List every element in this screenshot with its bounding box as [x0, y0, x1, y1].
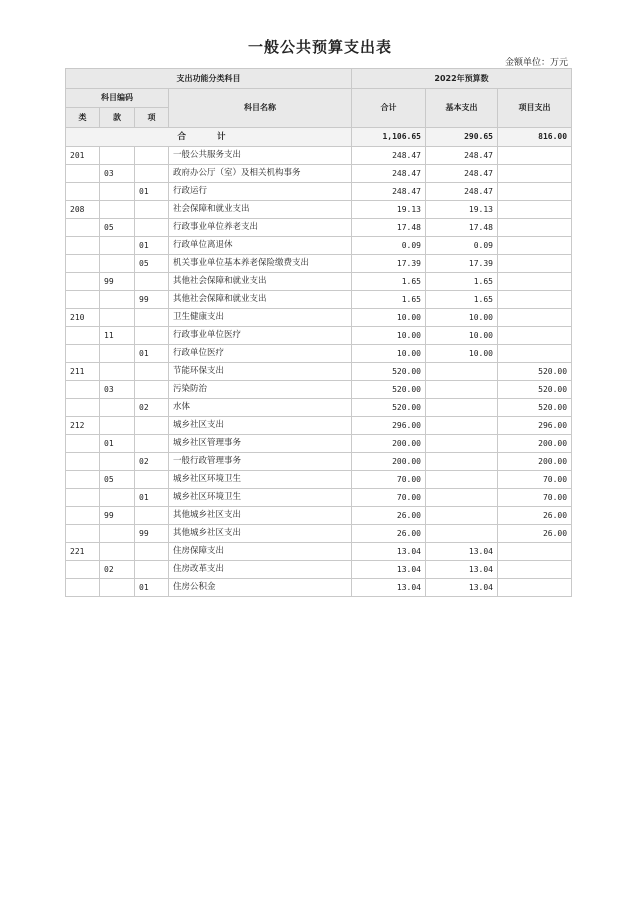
cell-xiang: 05	[135, 255, 169, 273]
cell-kuan	[100, 237, 135, 255]
cell-basic	[426, 489, 498, 507]
table-row	[66, 417, 572, 435]
cell-subject-name: 行政事业单位养老支出	[169, 219, 352, 237]
cell-xiang	[135, 471, 169, 489]
cell-kuan: 01	[100, 435, 135, 453]
cell-total: 1.65	[352, 273, 426, 291]
cell-project: 70.00	[498, 471, 572, 489]
cell-basic: 10.00	[426, 309, 498, 327]
cell-subject-name: 行政运行	[169, 183, 352, 201]
cell-subject-name: 其他城乡社区支出	[169, 507, 352, 525]
cell-project: 26.00	[498, 525, 572, 543]
cell-subject-name: 其他社会保障和就业支出	[169, 291, 352, 309]
cell-basic: 17.48	[426, 219, 498, 237]
cell-total: 10.00	[352, 345, 426, 363]
cell-kuan: 02	[100, 561, 135, 579]
cell-kuan	[100, 291, 135, 309]
cell-lei	[66, 525, 100, 543]
cell-lei: 221	[66, 543, 100, 561]
cell-kuan	[100, 363, 135, 381]
cell-xiang	[135, 543, 169, 561]
cell-project	[498, 237, 572, 255]
table-row	[66, 255, 572, 273]
cell-lei	[66, 507, 100, 525]
cell-total: 10.00	[352, 327, 426, 345]
cell-lei	[66, 165, 100, 183]
cell-basic	[426, 363, 498, 381]
cell-xiang	[135, 381, 169, 399]
cell-lei	[66, 561, 100, 579]
cell-subject-name: 污染防治	[169, 381, 352, 399]
cell-basic	[426, 453, 498, 471]
cell-project: 520.00	[498, 399, 572, 417]
table-row	[66, 381, 572, 399]
cell-subject-name: 住房保障支出	[169, 543, 352, 561]
cell-basic: 0.09	[426, 237, 498, 255]
cell-total: 10.00	[352, 309, 426, 327]
cell-kuan: 11	[100, 327, 135, 345]
cell-subject-name: 城乡社区环境卫生	[169, 471, 352, 489]
cell-project	[498, 201, 572, 219]
cell-project	[498, 183, 572, 201]
cell-total: 19.13	[352, 201, 426, 219]
cell-subject-name: 城乡社区支出	[169, 417, 352, 435]
cell-project	[498, 273, 572, 291]
cell-total: 26.00	[352, 525, 426, 543]
cell-project: 26.00	[498, 507, 572, 525]
cell-kuan	[100, 525, 135, 543]
cell-subject-name: 节能环保支出	[169, 363, 352, 381]
cell-project	[498, 291, 572, 309]
cell-lei	[66, 273, 100, 291]
cell-basic: 13.04	[426, 561, 498, 579]
table-row	[66, 363, 572, 381]
header-budget-year: 2022年预算数	[352, 69, 572, 89]
cell-xiang	[135, 219, 169, 237]
cell-xiang	[135, 309, 169, 327]
cell-lei	[66, 579, 100, 597]
page-title: 一般公共预算支出表	[247, 38, 392, 56]
cell-subject-name: 行政单位医疗	[169, 345, 352, 363]
header-xiang: 项	[135, 108, 169, 128]
cell-total: 248.47	[352, 147, 426, 165]
cell-subject-name: 其他城乡社区支出	[169, 525, 352, 543]
table-row	[66, 237, 572, 255]
cell-total: 13.04	[352, 543, 426, 561]
cell-total: 520.00	[352, 399, 426, 417]
unit-label: 金额单位：万元	[504, 58, 568, 68]
cell-xiang	[135, 507, 169, 525]
cell-total: 1.65	[352, 291, 426, 309]
header-total: 合计	[352, 89, 426, 128]
cell-xiang	[135, 561, 169, 579]
table-row	[66, 345, 572, 363]
cell-xiang	[135, 417, 169, 435]
table-row	[66, 507, 572, 525]
cell-xiang: 01	[135, 345, 169, 363]
cell-total: 248.47	[352, 183, 426, 201]
cell-basic: 1.65	[426, 291, 498, 309]
cell-basic	[426, 507, 498, 525]
table-row	[66, 165, 572, 183]
cell-kuan	[100, 543, 135, 561]
cell-lei: 212	[66, 417, 100, 435]
header-kuan: 款	[100, 108, 135, 128]
header-basic: 基本支出	[426, 89, 498, 128]
cell-project	[498, 327, 572, 345]
cell-project	[498, 579, 572, 597]
cell-project	[498, 219, 572, 237]
cell-basic: 13.04	[426, 543, 498, 561]
cell-subject-name: 机关事业单位基本养老保险缴费支出	[169, 255, 352, 273]
cell-xiang	[135, 327, 169, 345]
cell-lei: 201	[66, 147, 100, 165]
cell-basic: 17.39	[426, 255, 498, 273]
cell-xiang: 99	[135, 291, 169, 309]
cell-basic: 13.04	[426, 579, 498, 597]
table-row	[66, 309, 572, 327]
cell-lei	[66, 381, 100, 399]
cell-kuan: 99	[100, 273, 135, 291]
header-subject-code: 科目编码	[66, 89, 169, 108]
table-row	[66, 543, 572, 561]
total-project: 816.00	[498, 128, 572, 147]
header-subject-name: 科目名称	[169, 89, 352, 128]
cell-basic: 19.13	[426, 201, 498, 219]
cell-project: 70.00	[498, 489, 572, 507]
cell-xiang: 01	[135, 489, 169, 507]
cell-xiang: 01	[135, 237, 169, 255]
cell-kuan	[100, 489, 135, 507]
budget-table	[65, 68, 572, 597]
cell-project: 520.00	[498, 381, 572, 399]
cell-basic: 248.47	[426, 183, 498, 201]
cell-xiang	[135, 435, 169, 453]
cell-xiang: 02	[135, 399, 169, 417]
cell-xiang	[135, 165, 169, 183]
cell-basic	[426, 525, 498, 543]
cell-kuan	[100, 579, 135, 597]
cell-basic: 10.00	[426, 327, 498, 345]
table-row	[66, 399, 572, 417]
cell-xiang: 99	[135, 525, 169, 543]
table-row	[66, 525, 572, 543]
header-project: 项目支出	[498, 89, 572, 128]
table-row	[66, 273, 572, 291]
cell-subject-name: 其他社会保障和就业支出	[169, 273, 352, 291]
cell-basic: 248.47	[426, 147, 498, 165]
total-label: 合 计	[66, 128, 352, 147]
cell-basic	[426, 471, 498, 489]
table-body	[66, 128, 572, 597]
cell-total: 520.00	[352, 363, 426, 381]
cell-basic: 1.65	[426, 273, 498, 291]
cell-basic	[426, 399, 498, 417]
cell-subject-name: 政府办公厅（室）及相关机构事务	[169, 165, 352, 183]
cell-basic: 10.00	[426, 345, 498, 363]
cell-project	[498, 147, 572, 165]
cell-basic	[426, 417, 498, 435]
cell-total: 70.00	[352, 471, 426, 489]
cell-lei	[66, 219, 100, 237]
cell-xiang: 02	[135, 453, 169, 471]
cell-xiang: 01	[135, 183, 169, 201]
cell-subject-name: 住房改革支出	[169, 561, 352, 579]
cell-basic	[426, 381, 498, 399]
cell-project: 296.00	[498, 417, 572, 435]
cell-lei: 210	[66, 309, 100, 327]
cell-xiang	[135, 363, 169, 381]
table-row	[66, 183, 572, 201]
cell-subject-name: 社会保障和就业支出	[169, 201, 352, 219]
cell-project	[498, 543, 572, 561]
cell-total: 296.00	[352, 417, 426, 435]
cell-kuan	[100, 183, 135, 201]
cell-lei	[66, 237, 100, 255]
cell-total: 13.04	[352, 579, 426, 597]
cell-lei	[66, 327, 100, 345]
cell-lei	[66, 471, 100, 489]
cell-lei	[66, 255, 100, 273]
cell-subject-name: 城乡社区管理事务	[169, 435, 352, 453]
cell-total: 248.47	[352, 165, 426, 183]
cell-kuan: 99	[100, 507, 135, 525]
cell-subject-name: 一般公共服务支出	[169, 147, 352, 165]
table-row	[66, 453, 572, 471]
cell-kuan	[100, 147, 135, 165]
total-basic: 290.65	[426, 128, 498, 147]
cell-lei	[66, 399, 100, 417]
cell-total: 200.00	[352, 435, 426, 453]
cell-subject-name: 水体	[169, 399, 352, 417]
cell-lei: 208	[66, 201, 100, 219]
cell-project	[498, 165, 572, 183]
cell-kuan: 05	[100, 471, 135, 489]
cell-kuan	[100, 399, 135, 417]
cell-kuan: 03	[100, 381, 135, 399]
cell-total: 17.48	[352, 219, 426, 237]
table-row	[66, 201, 572, 219]
table-row	[66, 219, 572, 237]
cell-kuan	[100, 453, 135, 471]
cell-subject-name: 一般行政管理事务	[169, 453, 352, 471]
header-lei: 类	[66, 108, 100, 128]
cell-subject-name: 行政单位离退休	[169, 237, 352, 255]
cell-kuan	[100, 345, 135, 363]
cell-project	[498, 561, 572, 579]
cell-total: 520.00	[352, 381, 426, 399]
cell-xiang	[135, 147, 169, 165]
cell-lei	[66, 435, 100, 453]
table-row	[66, 291, 572, 309]
table-row	[66, 471, 572, 489]
cell-total: 0.09	[352, 237, 426, 255]
table-row	[66, 147, 572, 165]
cell-lei	[66, 345, 100, 363]
cell-kuan: 03	[100, 165, 135, 183]
table-row	[66, 327, 572, 345]
cell-kuan	[100, 309, 135, 327]
cell-total: 17.39	[352, 255, 426, 273]
header-function-class: 支出功能分类科目	[66, 69, 352, 89]
table-row	[66, 489, 572, 507]
cell-kuan	[100, 417, 135, 435]
cell-project	[498, 255, 572, 273]
total-amount: 1,106.65	[352, 128, 426, 147]
cell-subject-name: 行政事业单位医疗	[169, 327, 352, 345]
cell-subject-name: 城乡社区环境卫生	[169, 489, 352, 507]
cell-subject-name: 卫生健康支出	[169, 309, 352, 327]
cell-project: 200.00	[498, 435, 572, 453]
cell-lei	[66, 183, 100, 201]
cell-project: 200.00	[498, 453, 572, 471]
cell-total: 200.00	[352, 453, 426, 471]
cell-lei	[66, 453, 100, 471]
total-row	[66, 128, 572, 147]
cell-total: 26.00	[352, 507, 426, 525]
cell-project	[498, 345, 572, 363]
cell-basic	[426, 435, 498, 453]
cell-project: 520.00	[498, 363, 572, 381]
table-row	[66, 579, 572, 597]
cell-lei	[66, 291, 100, 309]
cell-subject-name: 住房公积金	[169, 579, 352, 597]
cell-lei	[66, 489, 100, 507]
cell-basic: 248.47	[426, 165, 498, 183]
cell-xiang	[135, 273, 169, 291]
cell-xiang	[135, 201, 169, 219]
cell-total: 13.04	[352, 561, 426, 579]
table-row	[66, 561, 572, 579]
cell-project	[498, 309, 572, 327]
table-row	[66, 435, 572, 453]
cell-lei: 211	[66, 363, 100, 381]
cell-kuan	[100, 201, 135, 219]
cell-kuan: 05	[100, 219, 135, 237]
cell-kuan	[100, 255, 135, 273]
cell-total: 70.00	[352, 489, 426, 507]
cell-xiang: 01	[135, 579, 169, 597]
